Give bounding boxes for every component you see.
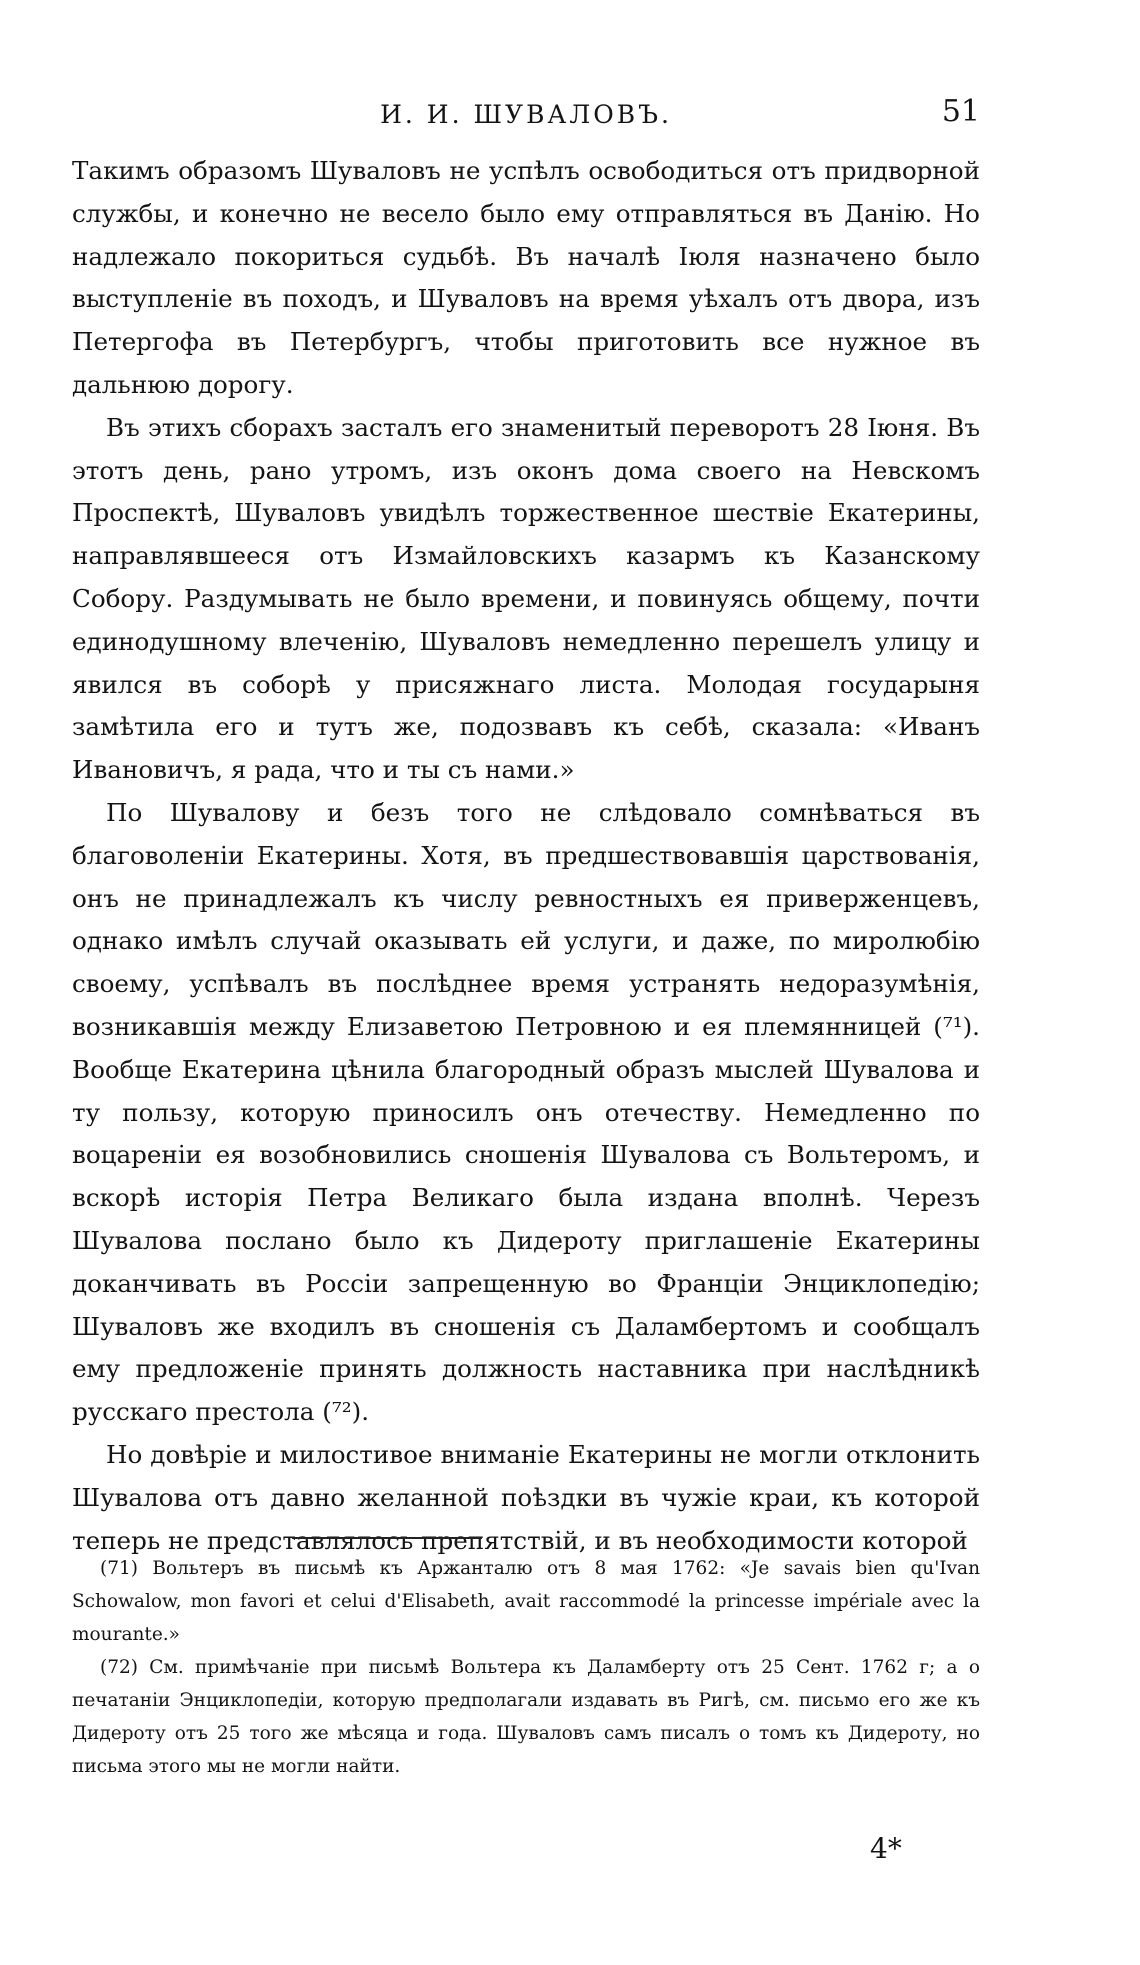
footnotes	[72, 1552, 980, 1783]
page-header	[72, 88, 980, 138]
signature-mark: 4*	[870, 1832, 902, 1865]
main-text	[72, 150, 980, 1562]
footnote: (72) См. примѣчаніе при письмѣ Вольтера къ Даламберту отъ 25 Сент. 1762 г; а о печатаніи Энциклопедіи, которую предполагали издавать въ Ригѣ, см. письмо его же къ Дидероту отъ 25 того же мѣсяца и года. Шуваловъ самъ писалъ о томъ къ Дидероту, но письма этого мы не могли найти.	[72, 1657, 980, 1777]
page-number: 51	[941, 94, 980, 129]
running-head: И. И. ШУВАЛОВЪ.	[380, 100, 672, 129]
paragraph: Но довѣріе и милостивое вниманіе Екатерины не могли отклонить Шувалова отъ давно желанной поѣздки въ чужіе краи, къ которой теперь не представлялось препятствій, и въ необходимости которой	[72, 1439, 980, 1555]
footnote-divider	[292, 1537, 482, 1539]
footnote: (71) Вольтеръ въ письмѣ къ Аржанталю отъ 8 мая 1762: «Je savais bien qu'Ivan Schowalow, mon favori et celui d'Elisabeth, avait raccommodé la princesse impériale avec la mourante.»	[72, 1558, 980, 1645]
paragraph: Въ этихъ сборахъ засталъ его знаменитый переворотъ 28 Іюня. Въ этотъ день, рано утромъ, изъ оконъ дома своего на Невскомъ Проспектѣ, Шуваловъ увидѣлъ торжественное шествіе Екатерины, направлявшееся отъ Измайловскихъ казармъ къ Казанскому Собору. Раздумывать не было времени, и повинуясь общему, почти единодушному влеченію, Шуваловъ немедленно перешелъ улицу и явился въ соборѣ у присяжнаго листа. Молодая государыня замѣтила его и тутъ же, подозвавъ къ себѣ, сказала: «Иванъ Ивановичъ, я рада, что и ты съ нами.»	[72, 412, 980, 785]
paragraph: По Шувалову и безъ того не слѣдовало сомнѣваться въ благоволеніи Екатерины. Хотя, въ предшествовавшія царствованія, онъ не принадлежалъ къ числу ревностныхъ ея приверженцевъ, однако имѣлъ случай оказывать ей услуги, и даже, по миролюбію своему, успѣвалъ въ послѣднее время устранять недоразумѣнія, возникавшія между Елизаветою Петровною и ея племянницей (⁷¹). Вообще Екатерина цѣнила благородный образъ мыслей Шувалова и ту пользу, которую приносилъ онъ отечеству. Немедленно по воцареніи ея возобновились сношенія Шувалова съ Вольтеромъ, и вскорѣ исторія Петра Великаго была издана вполнѣ. Черезъ Шувалова послано было къ Дидероту приглашеніе Екатерины доканчивать въ Россіи запрещенную во Франціи Энциклопедію; Шуваловъ же входилъ въ сношенія съ Даламбертомъ и сообщалъ ему предложеніе принять должность наставника при наслѣдникѣ русскаго престола (⁷²).	[72, 797, 980, 1427]
paragraph: Такимъ образомъ Шуваловъ не успѣлъ освободиться отъ придворной службы, и конечно не весело было ему отправляться въ Данію. Но надлежало покориться судьбѣ. Въ началѣ Іюля назначено было выступленіе въ походъ, и Шуваловъ на время уѣхалъ отъ двора, изъ Петергофа въ Петербургъ, чтобы приготовить все нужное въ дальнюю дорогу.	[72, 156, 980, 399]
